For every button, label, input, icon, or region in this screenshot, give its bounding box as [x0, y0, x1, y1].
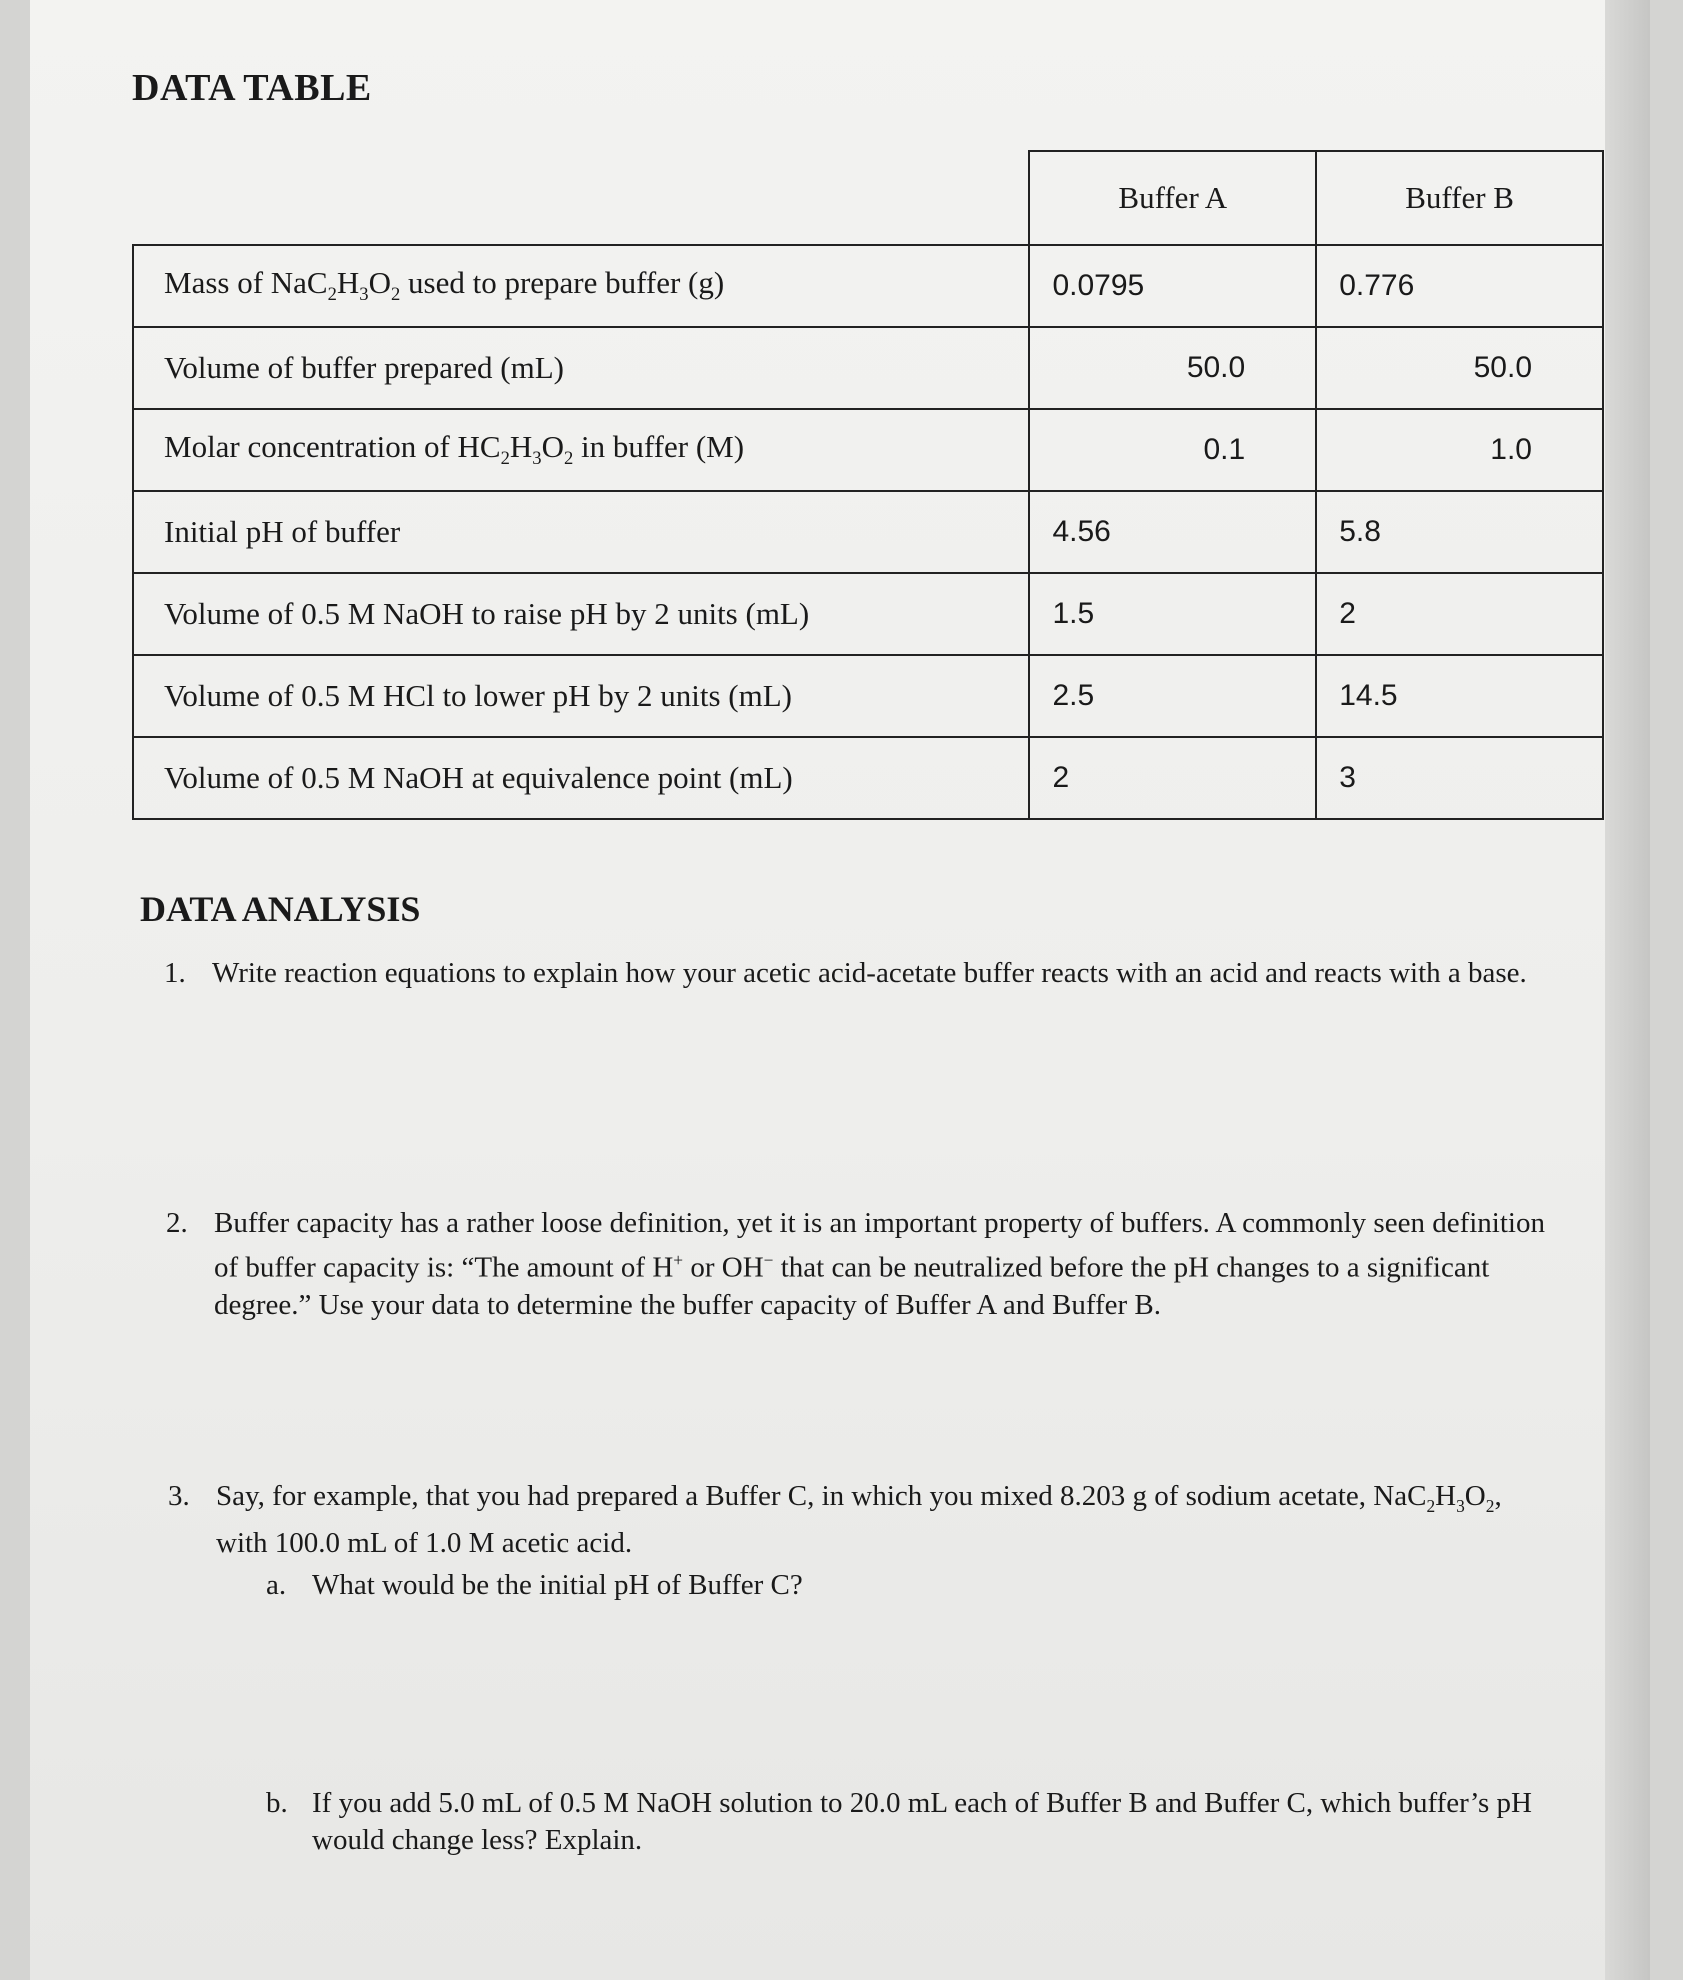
question-1-text: Write reaction equations to explain how your acetic acid-acetate buffer reacts with an acid and reacts with a base. [212, 957, 1527, 989]
question-2-number: 2. [166, 1207, 188, 1239]
question-3 [168, 1478, 1516, 1562]
cell-equivalence-b: 3 [1316, 737, 1603, 819]
row-label-volume: Volume of buffer prepared (mL) [133, 327, 1029, 409]
cell-initial-ph-a: 4.56 [1029, 491, 1316, 573]
table-row [133, 655, 1603, 737]
table-row [133, 491, 1603, 573]
page-edge-shadow [1605, 0, 1650, 1980]
row-label-mass: Mass of $NaC_2H_3O_2$ used to prepare buffer (g) [133, 245, 1029, 327]
table-row [133, 245, 1603, 327]
data-analysis-heading: DATA ANALYSIS [140, 889, 421, 929]
question-3b-letter: b. [266, 1787, 288, 1819]
data-table [132, 150, 1604, 820]
formula-sub: 2 [1426, 1495, 1436, 1516]
cell-equivalence-a: 2 [1029, 737, 1316, 819]
cell-naoh-raise-b: 2 [1316, 573, 1603, 655]
h-plus-sup: + [673, 1250, 684, 1270]
table-row [133, 573, 1603, 655]
cell-naoh-raise-a: 1.5 [1029, 573, 1316, 655]
header-buffer-b: Buffer B [1316, 151, 1603, 245]
question-3b [266, 1785, 1542, 1859]
cell-mass-b: 0.776 [1316, 245, 1603, 327]
row-label-hcl-lower: Volume of 0.5 M HCl to lower pH by 2 units (mL) [133, 655, 1029, 737]
question-3a-text: What would be the initial pH of Buffer C? [312, 1569, 803, 1601]
header-buffer-a: Buffer A [1029, 151, 1316, 245]
question-3-text-d: , with 100.0 mL of 1.0 M acetic acid. [216, 1480, 1502, 1559]
question-1-number: 1. [164, 957, 186, 989]
data-table-title: DATA TABLE [132, 67, 372, 109]
worksheet-page [30, 0, 1650, 1980]
question-3a-letter: a. [266, 1569, 287, 1601]
formula-sub: 2 [1485, 1495, 1495, 1516]
formula-part: H [1435, 1480, 1457, 1512]
question-2 [166, 1205, 1574, 1324]
cell-volume-b: 50.0 [1316, 327, 1603, 409]
table-row [133, 327, 1603, 409]
row-label-naoh-raise: Volume of 0.5 M NaOH to raise pH by 2 units (mL) [133, 573, 1029, 655]
row-label-equivalence: Volume of 0.5 M NaOH at equivalence point (mL) [133, 737, 1029, 819]
table-row [133, 409, 1603, 491]
question-3b-text: If you add 5.0 mL of 0.5 M NaOH solution to 20.0 mL each of Buffer B and Buffer C, which buffer’s pH would change less? Explain. [312, 1787, 1532, 1856]
formula-sub: 3 [1456, 1495, 1465, 1516]
question-3a [266, 1567, 1512, 1604]
table-row [133, 737, 1603, 819]
cell-molar-b: 1.0 [1316, 409, 1603, 491]
question-3-number: 3. [168, 1480, 190, 1512]
cell-volume-a: 50.0 [1029, 327, 1316, 409]
header-row [133, 151, 1603, 245]
question-2-text-a: Buffer capacity has a rather loose definition, yet it is an important property of buffers. A commonly seen definition of buffer capacity is: “The amount of H [214, 1207, 1545, 1284]
question-2-text-b: or OH [683, 1251, 764, 1284]
question-3-text-a: Say, for example, that you had prepared a Buffer C, in which you mixed 8.203 g of sodium acetate, NaC [216, 1480, 1427, 1512]
cell-initial-ph-b: 5.8 [1316, 491, 1603, 573]
formula-part: O [1464, 1480, 1486, 1512]
header-corner [133, 151, 1029, 245]
row-label-initial-ph: Initial pH of buffer [133, 491, 1029, 573]
cell-mass-a: 0.0795 [1029, 245, 1316, 327]
question-1 [164, 955, 1552, 992]
cell-molar-a: 0.1 [1029, 409, 1316, 491]
row-label-molar: Molar concentration of $HC_2H_3O_2$ in buffer (M) [133, 409, 1029, 491]
oh-minus-sup: − [763, 1250, 774, 1270]
question-2-text-c: that can be neutralized before the pH changes to a significant degree.” Use your data to determine the buffer capacity of Buffer A and Buffer B. [214, 1251, 1490, 1321]
cell-hcl-lower-b: 14.5 [1316, 655, 1603, 737]
cell-hcl-lower-a: 2.5 [1029, 655, 1316, 737]
